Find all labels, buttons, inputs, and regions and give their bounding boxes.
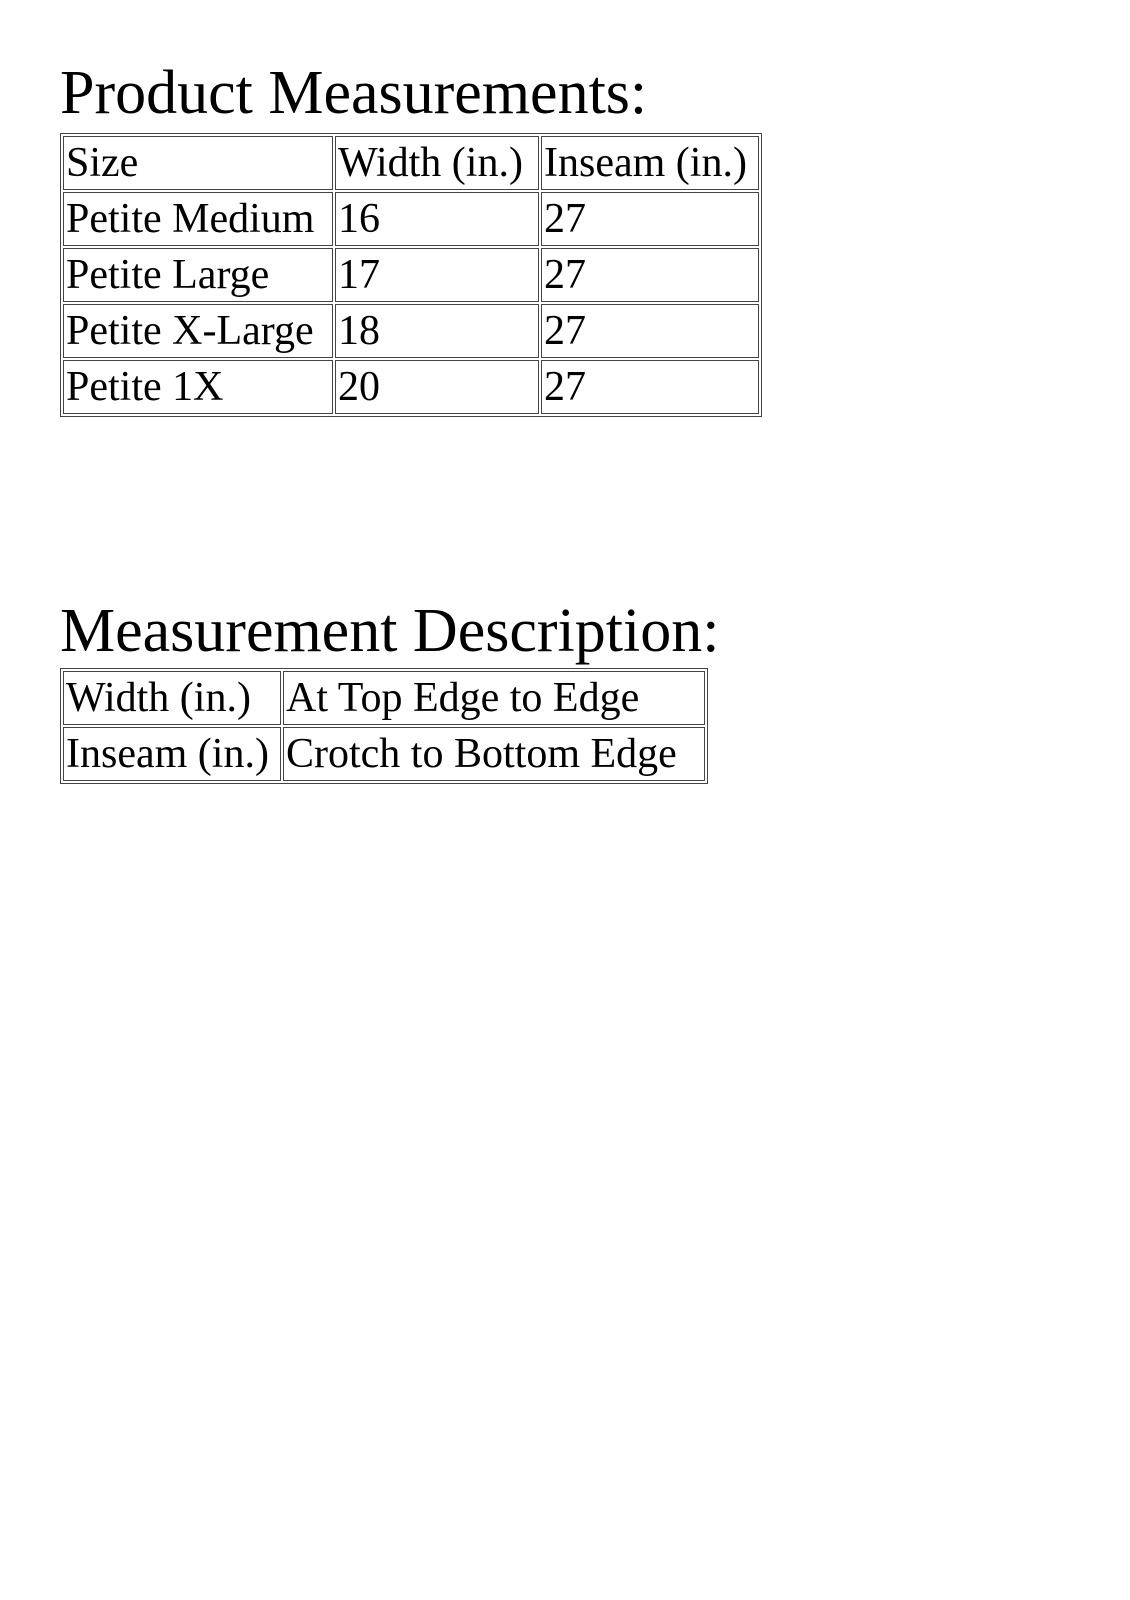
table-row — [63, 671, 705, 725]
header-inseam: Inseam (in.) — [541, 136, 759, 190]
header-width: Width (in.) — [335, 136, 539, 190]
size-cell: Petite 1X — [63, 360, 333, 414]
inseam-cell: 27 — [541, 304, 759, 358]
product-measurements-table — [60, 133, 762, 417]
measurement-definition-cell: Crotch to Bottom Edge — [283, 727, 705, 781]
measurement-term-cell: Width (in.) — [63, 671, 281, 725]
width-cell: 18 — [335, 304, 539, 358]
header-size: Size — [63, 136, 333, 190]
size-cell: Petite Medium — [63, 192, 333, 246]
size-cell: Petite Large — [63, 248, 333, 302]
measurement-term-cell: Inseam (in.) — [63, 727, 281, 781]
width-cell: 20 — [335, 360, 539, 414]
size-cell: Petite X-Large — [63, 304, 333, 358]
product-measurements-title: Product Measurements: — [60, 59, 648, 127]
width-cell: 16 — [335, 192, 539, 246]
width-cell: 17 — [335, 248, 539, 302]
table-row — [63, 192, 759, 246]
inseam-cell: 27 — [541, 192, 759, 246]
inseam-cell: 27 — [541, 248, 759, 302]
inseam-cell: 27 — [541, 360, 759, 414]
table-row — [63, 727, 705, 781]
measurement-description-title: Measurement Description: — [60, 597, 720, 665]
table-row — [63, 360, 759, 414]
table-header-row — [63, 136, 759, 190]
table-row — [63, 248, 759, 302]
measurement-description-table — [60, 668, 708, 784]
table-row — [63, 304, 759, 358]
measurement-definition-cell: At Top Edge to Edge — [283, 671, 705, 725]
